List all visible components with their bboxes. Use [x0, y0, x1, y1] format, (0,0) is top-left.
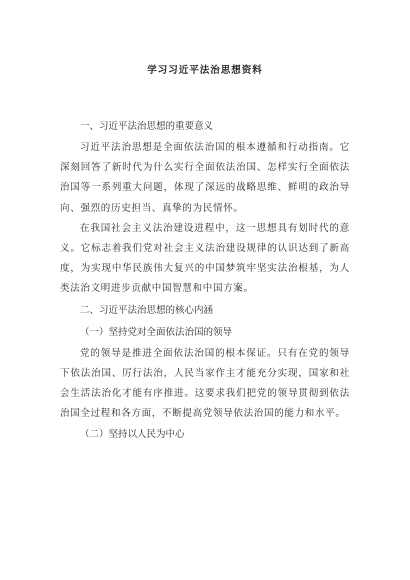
- document-title: 学习习近平法治思想资料: [147, 65, 263, 76]
- subsection-1-paragraph: 党的领导是推进全面依法治国的根本保证。只有在党的领导下依法治国、厉行法治，人民当家作主才能充分实现，国家和社会生活法治化才能有序推进。这要求我们把党的领导贯彻到依法治国全过程和各方面，不断提高党领导依法治国的能力和水平。: [60, 347, 350, 420]
- subsection-heading-1: （一）坚持党对全面依法治国的领导: [80, 326, 233, 338]
- section-heading-2: 二、习近平法治思想的核心内涵: [80, 304, 214, 316]
- section-heading-1: 一、习近平法治思想的重要意义: [80, 121, 214, 132]
- section-1-paragraph-1: 习近平法治思想是全面依法治国的根本遵循和行动指南。它深刻回答了新时代为什么实行全面依法治国、怎样实行全面依法治国等一系列重大问题，体现了深远的战略思维、鲜明的政治导向、强烈的历史担当、真挚的为民情怀。: [60, 142, 350, 214]
- section-1-paragraph-2: 在我国社会主义法治建设进程中，这一思想具有划时代的意义。它标志着我们党对社会主义法治建设规律的认识达到了新高度，为实现中华民族伟大复兴的中国梦筑牢坚实法治根基，为人类法治文明进步贡献中国智慧和中国方案。: [60, 222, 350, 295]
- subsection-heading-2: （二）坚持以人民为中心: [80, 429, 185, 441]
